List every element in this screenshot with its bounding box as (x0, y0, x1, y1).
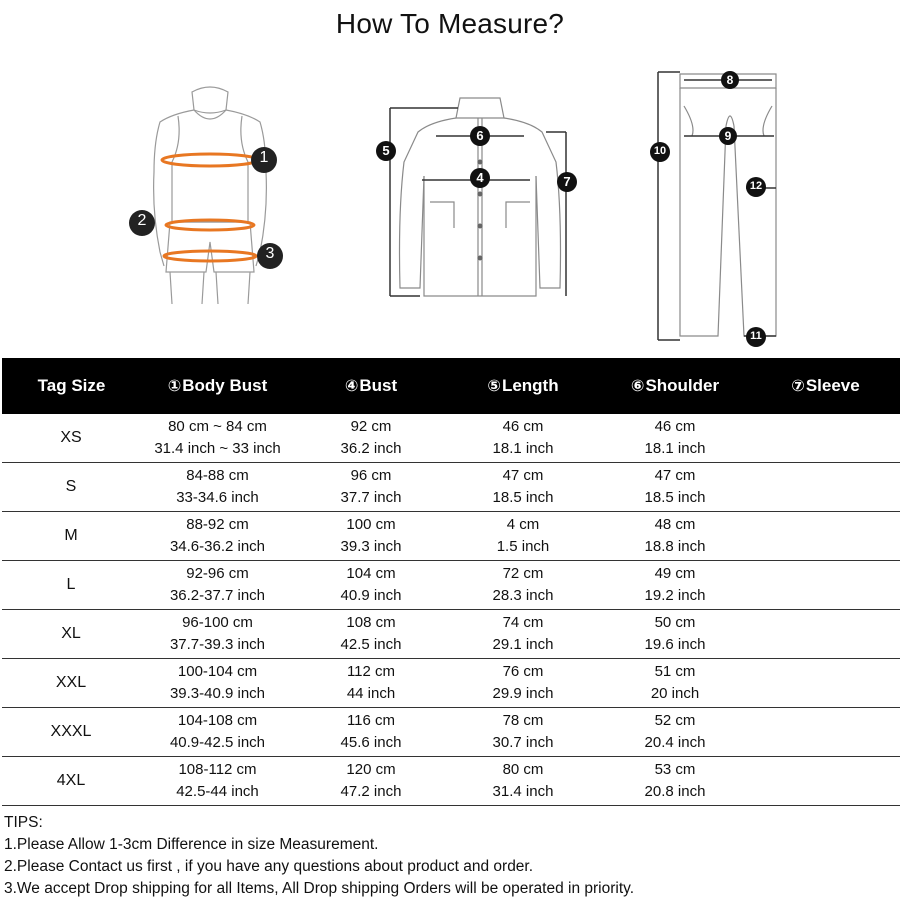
marker-12-label: 12 (749, 180, 763, 192)
shoulder-cell: 50 cm 19.6 inch (599, 610, 751, 659)
bust-cell: 92 cm 36.2 inch (295, 414, 447, 463)
table-row (2, 414, 900, 463)
table-row (2, 512, 900, 561)
shoulder-cell: 51 cm 20 inch (599, 659, 751, 708)
bust-cell: 100 cm 39.3 inch (295, 512, 447, 561)
table-body (2, 414, 900, 806)
body-bust-cell: 96-100 cm 37.7-39.3 inch (140, 610, 295, 659)
size-cell: L (2, 561, 140, 610)
bust-cell: 112 cm 44 inch (295, 659, 447, 708)
marker-1-label: 1 (259, 149, 269, 166)
header-sleeve: ⑦Sleeve (751, 358, 900, 414)
body-bust-cell: 100-104 cm 39.3-40.9 inch (140, 659, 295, 708)
size-cell: XL (2, 610, 140, 659)
size-cell: 4XL (2, 757, 140, 806)
bust-cell: 116 cm 45.6 inch (295, 708, 447, 757)
length-cell: 78 cm 30.7 inch (447, 708, 599, 757)
tip-item: 1.Please Allow 1-3cm Difference in size Measurement. (4, 836, 379, 853)
marker-5-label: 5 (382, 143, 390, 158)
sleeve-cell (751, 463, 900, 512)
page-title: How To Measure? (335, 8, 565, 39)
tips-heading: TIPS: (4, 814, 43, 831)
sleeve-cell (751, 512, 900, 561)
table-header-row (2, 358, 900, 414)
length-cell: 72 cm 28.3 inch (447, 561, 599, 610)
sleeve-cell (751, 708, 900, 757)
marker-11-label: 11 (750, 330, 762, 342)
body-bust-cell: 104-108 cm 40.9-42.5 inch (140, 708, 295, 757)
header-tag-size: Tag Size (2, 358, 140, 414)
body-bust-cell: 108-112 cm 42.5-44 inch (140, 757, 295, 806)
sleeve-cell (751, 414, 900, 463)
bust-cell: 104 cm 40.9 inch (295, 561, 447, 610)
body-measure-figure (120, 82, 300, 310)
size-cell: M (2, 512, 140, 561)
sleeve-cell (751, 610, 900, 659)
marker-4-label: 4 (476, 170, 484, 185)
header-length: ⑤Length (447, 358, 599, 414)
size-cell: S (2, 463, 140, 512)
body-bust-cell: 92-96 cm 36.2-37.7 inch (140, 561, 295, 610)
tips-section (4, 812, 894, 900)
length-cell: 47 cm 18.5 inch (447, 463, 599, 512)
tip-item: 2.Please Contact us first , if you have any questions about product and order. (4, 858, 534, 875)
table-row (2, 463, 900, 512)
marker-8-label: 8 (726, 73, 734, 87)
table-row (2, 757, 900, 806)
sleeve-cell (751, 561, 900, 610)
sleeve-cell (751, 659, 900, 708)
shoulder-cell: 47 cm 18.5 inch (599, 463, 751, 512)
body-bust-cell: 88-92 cm 34.6-36.2 inch (140, 512, 295, 561)
size-cell: XXL (2, 659, 140, 708)
bust-cell: 120 cm 47.2 inch (295, 757, 447, 806)
shoulder-cell: 46 cm 18.1 inch (599, 414, 751, 463)
body-bust-cell: 84-88 cm 33-34.6 inch (140, 463, 295, 512)
table-row (2, 561, 900, 610)
header-body-bust: ①Body Bust (140, 358, 295, 414)
bust-cell: 96 cm 37.7 inch (295, 463, 447, 512)
header-shoulder: ⑥Shoulder (599, 358, 751, 414)
size-cell: XXXL (2, 708, 140, 757)
size-table (2, 358, 900, 806)
jacket-measure-figure (370, 92, 590, 302)
shoulder-cell: 48 cm 18.8 inch (599, 512, 751, 561)
length-cell: 46 cm 18.1 inch (447, 414, 599, 463)
header-bust: ④Bust (295, 358, 447, 414)
jacket-outline-illustration (370, 92, 590, 302)
sleeve-cell (751, 757, 900, 806)
shoulder-cell: 49 cm 19.2 inch (599, 561, 751, 610)
marker-10-label: 10 (653, 145, 667, 157)
size-chart (2, 358, 900, 806)
shoulder-cell: 52 cm 20.4 inch (599, 708, 751, 757)
length-cell: 4 cm 1.5 inch (447, 512, 599, 561)
tip-item: 3.We accept Drop shipping for all Items, All Drop shipping Orders will be operated in priority. (4, 880, 635, 897)
marker-7-label: 7 (563, 174, 571, 189)
marker-6-label: 6 (476, 128, 484, 143)
table-row (2, 708, 900, 757)
marker-3-label: 3 (265, 245, 275, 262)
shoulder-cell: 53 cm 20.8 inch (599, 757, 751, 806)
pants-measure-figure (640, 66, 790, 348)
size-cell: XS (2, 414, 140, 463)
length-cell: 76 cm 29.9 inch (447, 659, 599, 708)
bust-cell: 108 cm 42.5 inch (295, 610, 447, 659)
marker-2-label: 2 (137, 212, 147, 229)
length-cell: 80 cm 31.4 inch (447, 757, 599, 806)
table-row (2, 659, 900, 708)
body-outline-illustration (120, 82, 300, 310)
table-row (2, 610, 900, 659)
length-cell: 74 cm 29.1 inch (447, 610, 599, 659)
marker-9-label: 9 (724, 129, 732, 143)
pants-outline-illustration (640, 66, 790, 348)
body-bust-cell: 80 cm ~ 84 cm 31.4 inch ~ 33 inch (140, 414, 295, 463)
